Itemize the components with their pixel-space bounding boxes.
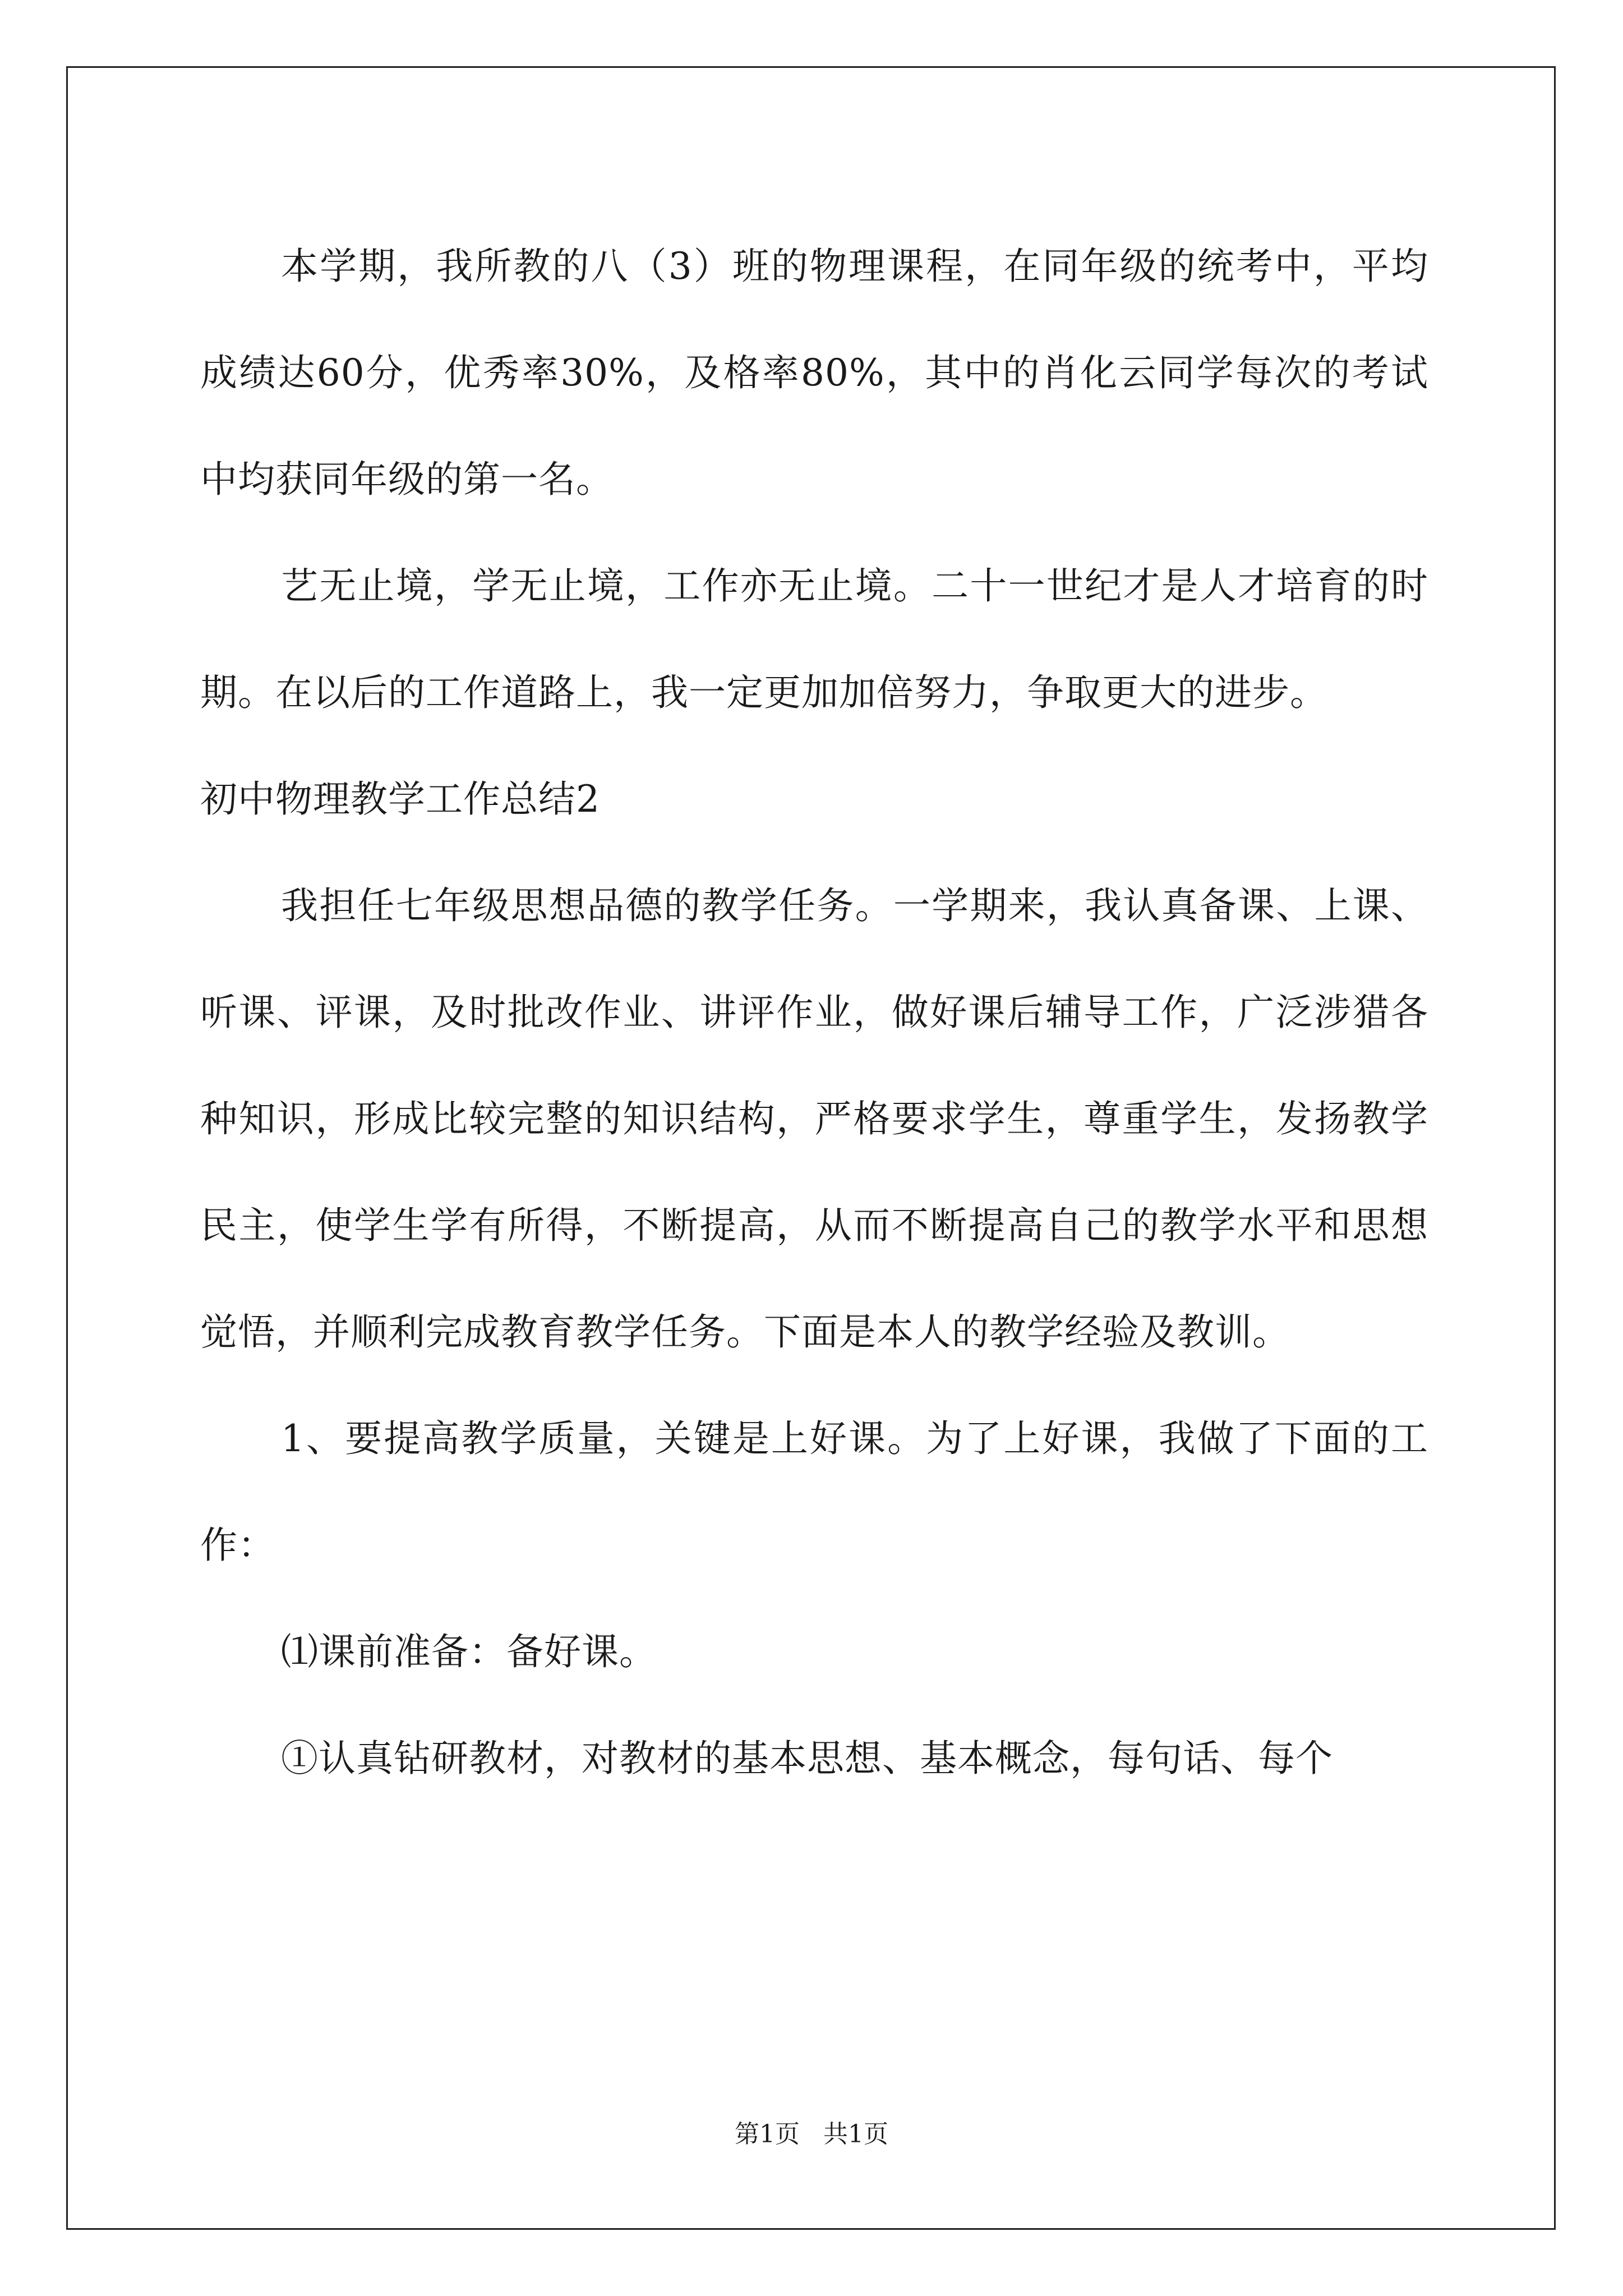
section-heading: 初中物理教学工作总结2 [200,777,600,821]
page-footer [0,2114,1623,2150]
paragraph-4: 1、要提高教学质量，关键是上好课。为了上好课，我做了下面的工作： [200,1417,1428,1567]
paragraph-3: 我担任七年级思想品德的教学任务。一学期来，我认真备课、上课、听课、评课，及时批改作业、讲评作业，做好课后辅导工作，广泛涉猎各种知识，形成比较完整的知识结构，严格要求学生，尊重学生，发扬教学民主，使学生学有所得，不断提高，从而不断提高自己的教学水平和思想觉悟，并顺利完成教育教学任务。下面是本人的教学经验及教训。 [200,884,1428,1354]
page-number: 第1页 [735,2120,800,2148]
paragraph-1: 本学期，我所教的八（3）班的物理课程，在同年级的统考中，平均成绩达60分，优秀率30%，及格率80%，其中的肖化云同学每次的考试中均获同年级的第一名。 [200,245,1428,501]
page-total: 共1页 [823,2120,888,2148]
paragraph-5: ⑴课前准备：备好课。 [281,1630,657,1673]
document-body [200,213,1428,1812]
paragraph-6: ①认真钻研教材，对教材的基本思想、基本概念，每句话、每个 [281,1737,1333,1780]
paragraph-2: 艺无止境，学无止境，工作亦无止境。二十一世纪才是人才培育的时期。在以后的工作道路上，我一定更加加倍努力，争取更大的进步。 [200,564,1428,714]
